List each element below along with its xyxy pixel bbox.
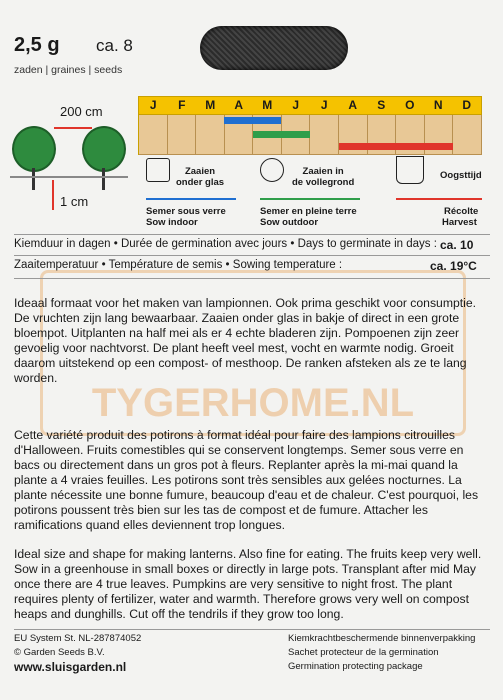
package-info-fr: Sachet protecteur de la germination xyxy=(288,647,439,658)
description-en: Ideal size and shape for making lanterns. Also fine for eating. The fruits keep very well. Sow in a greenhouse in small boxes or directly in large pots. Transplant after mid May once there are 4 true leaves. Pumpkins are very sensitive to night frost. The plant requires plenty of fertilizer, water and warmth. Therefore grows very well on compost heaps and dunghills. Cut off the tendrils if they grow too long. xyxy=(14,547,482,621)
divider-mid xyxy=(14,255,490,256)
legend-outdoor-fr: Semer en pleine terre xyxy=(260,206,357,217)
legend-indoor-en: Sow indoor xyxy=(146,217,198,228)
month-9: S xyxy=(377,98,386,112)
seed-count: ca. 8 xyxy=(96,36,133,55)
month-7: J xyxy=(320,98,328,112)
package-info-en: Germination protecting package xyxy=(288,661,423,672)
seed-cap-image xyxy=(200,26,348,70)
month-2: F xyxy=(178,98,186,112)
plant-left-stem xyxy=(32,168,35,190)
sow-indoor-bar xyxy=(224,117,281,124)
month-3: M xyxy=(205,98,216,112)
legend-outdoor-en: Sow outdoor xyxy=(260,217,319,228)
depth-arrow xyxy=(52,180,54,210)
eu-system-number: EU System St. NL-287874052 xyxy=(14,633,142,644)
divider-rows-bottom xyxy=(14,278,490,279)
sowing-depth: 1 cm xyxy=(60,194,89,209)
harvest-basket-icon xyxy=(396,156,424,184)
ground-line xyxy=(10,176,128,178)
description-fr: Cette variété produit des potirons à format idéal pour faire des lampions citrouilles d'Halloween. Fruits comestibles qui se conservent longtemps. Semer sous verre en bacs ou directement dans un gros pot à fleurs. Replanter après la mi-mai quand la plante a 4 vraies feuilles. Les potirons sont très sensibles aux gelées nocturnes. La plante nécessite une bonne fumure, beaucoup d'eau et de chaleur. C'est pourquoi, les potirons poussent très bien sur les tas de compost et de fumure. Attacher les ramifications quand elles deviennent trop longues. xyxy=(14,428,479,532)
germination-value: ca. 10 xyxy=(440,238,474,252)
month-1: J xyxy=(149,98,157,112)
distance-arrow xyxy=(54,127,92,129)
divider-footer xyxy=(14,629,490,630)
plant-right-stem xyxy=(102,168,105,190)
legend-indoor-line xyxy=(146,198,236,200)
month-6: J xyxy=(292,98,300,112)
legend-indoor-nl: Zaaien onder glas xyxy=(176,166,225,188)
plant-left-icon xyxy=(12,126,56,172)
sow-outdoor-icon xyxy=(260,158,284,182)
temperature-label: Zaaitemperatuur • Température de semis • Sowing temperature : xyxy=(14,259,343,271)
watermark-text: TYGERHOME.NL xyxy=(91,381,415,425)
month-8: A xyxy=(348,98,358,112)
legend-harvest-line xyxy=(396,198,482,200)
seed-weight: 2,5 g xyxy=(14,34,60,56)
sow-outdoor-bar xyxy=(253,131,310,138)
month-10: O xyxy=(405,98,415,112)
legend-outdoor-line xyxy=(260,198,360,200)
sowing-calendar xyxy=(138,96,482,155)
seed-units: zaden | graines | seeds xyxy=(14,64,123,76)
description-nl: Ideaal formaat voor het maken van lampionnen. Ook prima geschikt voor consumptie. De vruchten zijn lang bewaarbaar. Zaaien onder glas in bakje of direct in een grote bloempot. Uitplanten na half mei als er 4 echte bladeren zijn. Pompoenen zijn zeer gevoelig voor nachtvorst. De plant heeft veel mest, vocht en warmte nodig. Groeit daarom uitstekend op een compost- of mesthoop. De ranken afsteken als ze te lang worden. xyxy=(14,296,477,385)
legend-harvest-en: Harvest xyxy=(442,217,477,228)
plant-distance: 200 cm xyxy=(60,104,103,119)
legend-harvest-nl: Oogsttijd xyxy=(440,170,482,181)
germination-label: Kiemduur in dagen • Durée de germination avec jours • Days to germinate in days : xyxy=(14,238,437,250)
package-info-nl: Kiemkrachtbeschermende binnenverpakking xyxy=(288,633,476,644)
month-4: A xyxy=(234,98,244,112)
legend-outdoor-nl: Zaaien in de vollegrond xyxy=(292,166,355,188)
month-12: D xyxy=(462,98,472,112)
month-5: M xyxy=(262,98,273,112)
sow-indoor-icon xyxy=(146,158,170,182)
legend-indoor-fr: Semer sous verre xyxy=(146,206,226,217)
plant-right-icon xyxy=(82,126,126,172)
copyright: © Garden Seeds B.V. xyxy=(14,647,105,658)
legend-harvest-fr: Récolte xyxy=(444,206,479,217)
harvest-bar xyxy=(339,143,454,150)
website: www.sluisgarden.nl xyxy=(14,660,127,674)
month-11: N xyxy=(433,98,443,112)
temperature-value: ca. 19°C xyxy=(430,259,477,273)
divider-top xyxy=(14,234,490,235)
calendar-months xyxy=(138,96,482,115)
